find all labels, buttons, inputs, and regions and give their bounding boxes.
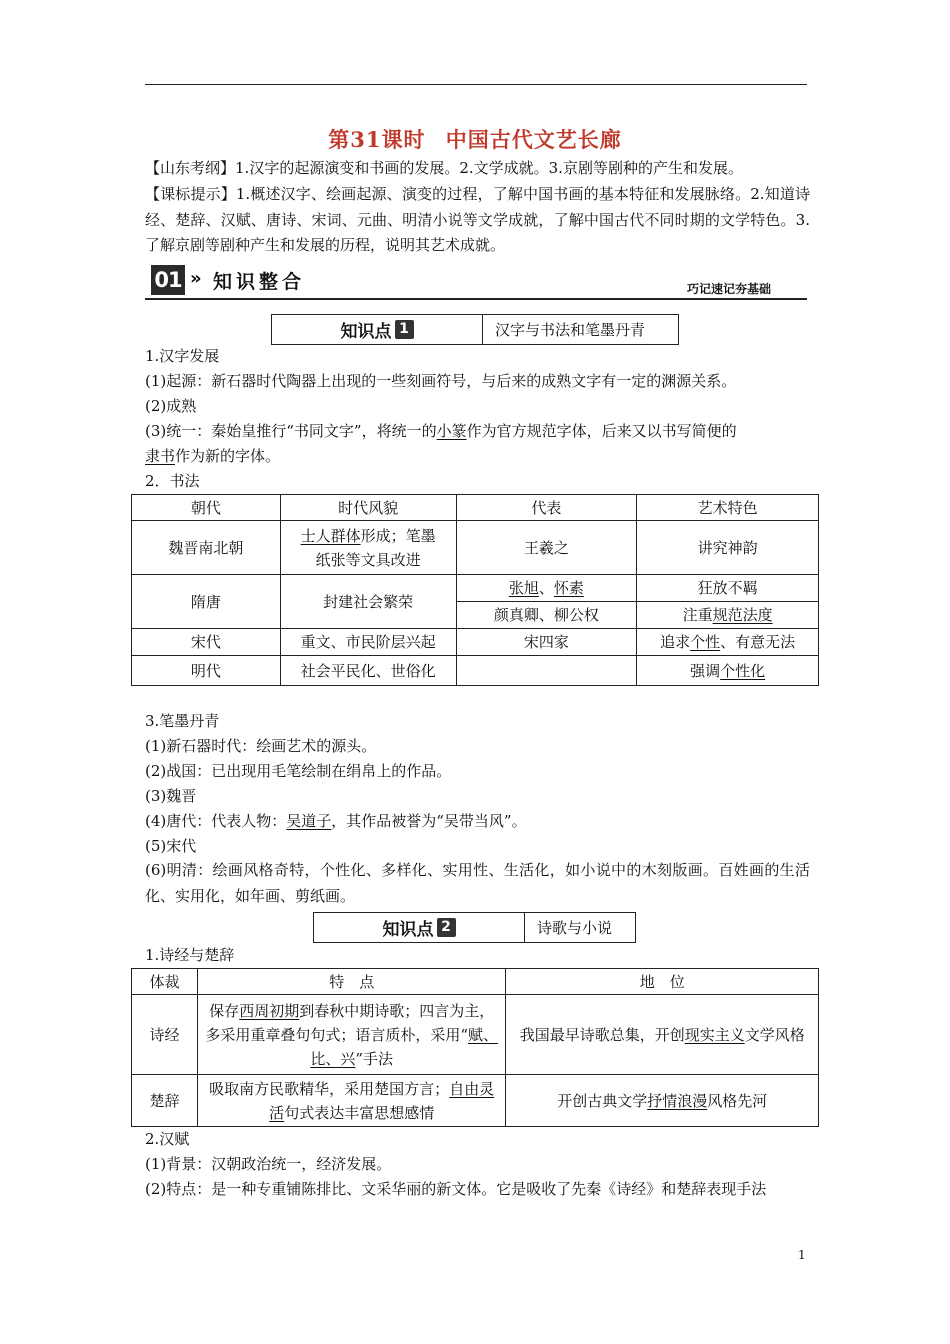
heading-hanzi: 1.汉字发展	[145, 347, 220, 365]
hanzi-origin: (1)起源：新石器时代陶器上出现的一些刻画符号，与后来的成熟文字有一定的渊源关系。	[145, 372, 737, 390]
table-header: 艺术特色	[637, 495, 819, 521]
table-cell: 保存西周初期到春秋中期诗歌；四言为主，多采用重章叠句句式；语言质朴，采用“赋、比、兴”手法	[197, 995, 506, 1075]
table-header: 地 位	[506, 969, 819, 995]
knowledge-point-2	[313, 912, 636, 943]
table-row	[132, 656, 819, 686]
curriculum-hint-text: 1.概述汉字、绘画起源、演变的过程，了解中国书画的基本特征和发展脉络。2.知道诗经、楚辞、汉赋、唐诗、宋词、元曲、明清小说等文学成就，了解中国古代不同时期的文学特色。3.了解京剧等剧种产生和发展的历程，说明其艺术成就。	[145, 185, 810, 254]
painting-warring: (2)战国：已出现用毛笔绘制在绢帛上的作品。	[145, 762, 452, 780]
poetry-table	[131, 968, 819, 1127]
section-label: 知识整合	[213, 271, 306, 293]
painting-tang: (4)唐代：代表人物：吴道子，其作品被誉为“吴带当风”。	[145, 812, 527, 830]
answer-xiaozhuan: 小篆	[436, 422, 467, 440]
hanzi-unify-cont: 隶书作为新的字体。	[145, 447, 281, 465]
table-row	[132, 629, 819, 656]
table-header-row	[132, 495, 819, 521]
table-cell: 颜真卿、柳公权	[456, 602, 637, 629]
table-cell: 讲究神韵	[637, 521, 819, 575]
table-cell: 开创古典文学抒情浪漫风格先河	[506, 1075, 819, 1127]
table-row	[132, 995, 819, 1075]
table-cell: 宋四家	[456, 629, 637, 656]
hanfu-features: (2)特点：是一种专重铺陈排比、文采华丽的新文体。它是吸收了先秦《诗经》和楚辞表现手法	[145, 1180, 767, 1198]
page-title	[0, 124, 950, 154]
curriculum-hint	[145, 182, 810, 259]
table-cell: 宋代	[132, 629, 281, 656]
table-header-row	[132, 969, 819, 995]
table-cell: 隋唐	[132, 575, 281, 629]
page-number: 1	[798, 1248, 806, 1262]
knowledge-point-title: 汉字与书法和笔墨丹青	[495, 321, 646, 339]
knowledge-point-label: 知识点 2	[314, 913, 525, 942]
table-header: 时代风貌	[280, 495, 456, 521]
exam-outline-tag: 【山东考纲】	[145, 159, 236, 177]
section-rule	[145, 298, 807, 300]
table-cell: 社会平民化、世俗化	[280, 656, 456, 686]
painting-song: (5)宋代	[145, 837, 197, 855]
heading-calligraphy: 2．书法	[145, 472, 200, 490]
table-cell: 明代	[132, 656, 281, 686]
section-number: 01	[151, 265, 185, 295]
answer-lishu: 隶书	[145, 447, 176, 465]
painting-neolithic: (1)新石器时代：绘画艺术的源头。	[145, 737, 377, 755]
section-header	[145, 262, 807, 300]
heading-poetry: 1.诗经与楚辞	[145, 946, 235, 964]
hanfu-background: (1)背景：汉朝政治统一，经济发展。	[145, 1155, 392, 1173]
exam-outline-text: 1.汉字的起源演变和书画的发展。2.文学成就。3.京剧等剧种的产生和发展。	[235, 159, 743, 177]
curriculum-hint-tag: 【课标提示】	[145, 185, 236, 203]
painting-mingqing: (6)明清：绘画风格奇特，个性化、多样化、实用性、生活化，如小说中的木刻版画。百姓画的生活化、实用化，如年画、剪纸画。	[145, 861, 810, 905]
table-cell: 封建社会繁荣	[280, 575, 456, 629]
knowledge-point-label: 知识点 1	[272, 315, 483, 344]
hanzi-mature: (2)成熟	[145, 397, 197, 415]
table-header: 朝代	[132, 495, 281, 521]
title-topic: 中国古代文艺长廊	[445, 127, 622, 152]
table-cell: 魏晋南北朝	[132, 521, 281, 575]
table-cell: 诗经	[132, 995, 198, 1075]
knowledge-point-1	[271, 314, 679, 345]
section-slogan: 巧记速记夯基础	[686, 282, 771, 296]
table-cell	[456, 656, 637, 686]
painting-weijin: (3)魏晋	[145, 787, 197, 805]
table-cell: 重文、市民阶层兴起	[280, 629, 456, 656]
table-cell: 强调个性化	[637, 656, 819, 686]
table-row	[132, 521, 819, 575]
table-row	[132, 1075, 819, 1127]
table-cell: 楚辞	[132, 1075, 198, 1127]
section-arrow-icon: »	[190, 268, 202, 289]
table-cell: 我国最早诗歌总集，开创现实主义文学风格	[506, 995, 819, 1075]
table-cell: 吸取南方民歌精华，采用楚国方言；自由灵活句式表达丰富思想感情	[197, 1075, 506, 1127]
table-cell: 追求个性、有意无法	[637, 629, 819, 656]
knowledge-point-title: 诗歌与小说	[537, 919, 613, 937]
table-cell: 王羲之	[456, 521, 637, 575]
hanzi-unify: (3)统一：秦始皇推行“书同文字”，将统一的小篆作为官方规范字体，后来又以书写简便的	[145, 422, 737, 440]
table-cell: 注重规范法度	[637, 602, 819, 629]
table-header: 特 点	[197, 969, 506, 995]
heading-hanfu: 2.汉赋	[145, 1130, 190, 1148]
table-cell: 狂放不羁	[637, 575, 819, 602]
table-header: 体裁	[132, 969, 198, 995]
knowledge-point-number: 2	[437, 918, 456, 937]
exam-outline	[145, 156, 810, 182]
answer-wudaozi: 吴道子	[286, 812, 332, 830]
knowledge-point-number: 1	[395, 320, 414, 339]
table-cell: 张旭、怀素	[456, 575, 637, 602]
table-header: 代表	[456, 495, 637, 521]
header-rule	[145, 84, 807, 85]
table-row	[132, 575, 819, 602]
heading-painting: 3.笔墨丹青	[145, 712, 220, 730]
calligraphy-table	[131, 494, 819, 686]
table-cell: 士人群体形成；笔墨 纸张等文具改进	[280, 521, 456, 575]
title-lesson: 第31课时	[328, 127, 426, 152]
